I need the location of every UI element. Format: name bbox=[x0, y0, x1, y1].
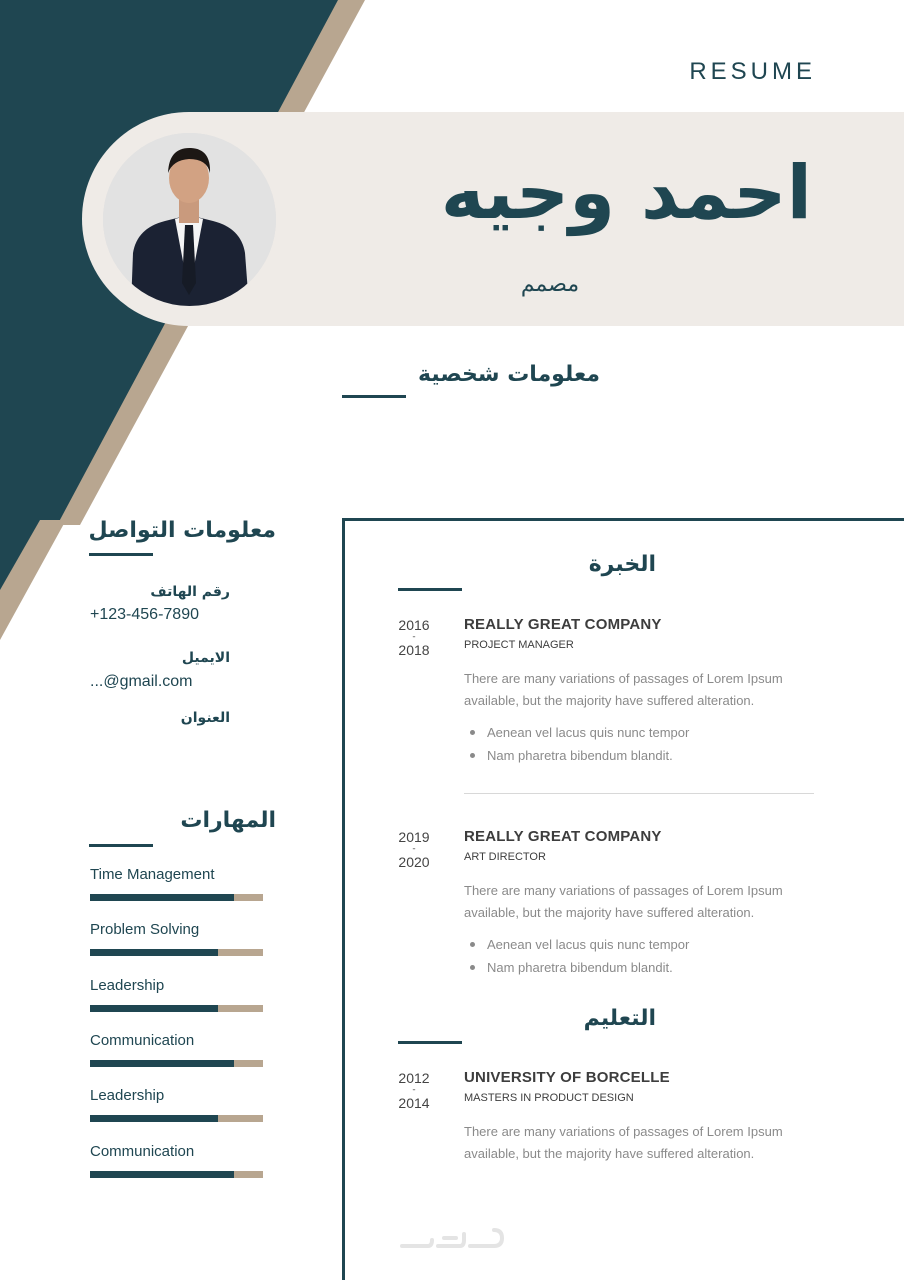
experience-1-description: There are many variations of passages of Lorem Ipsum available, but the majority have suffered alteration. bbox=[464, 671, 783, 708]
experience-2-role: ART DIRECTOR bbox=[464, 851, 546, 863]
experience-1-bullet-1: Aenean vel lacus quis nunc tempor bbox=[470, 725, 689, 740]
skill-bar-fill bbox=[90, 894, 234, 901]
education-1-school: UNIVERSITY OF BORCELLE bbox=[464, 1069, 670, 1086]
skill-label: Problem Solving bbox=[90, 921, 200, 939]
contact-underline bbox=[89, 553, 153, 556]
experience-1-end-year: 2018 bbox=[398, 642, 430, 658]
personal-info-heading: معلومات شخصية bbox=[418, 362, 600, 387]
skills-underline bbox=[89, 844, 153, 847]
skill-label: Leadership bbox=[90, 976, 165, 994]
year-separator: - bbox=[412, 632, 416, 642]
education-1-end-year: 2014 bbox=[398, 1095, 430, 1111]
skill-bar-fill bbox=[90, 1005, 218, 1012]
skill-label: Time Management bbox=[90, 866, 215, 883]
address-label: العنوان bbox=[180, 710, 230, 726]
email-label: الايميل bbox=[181, 650, 230, 666]
skill-bar-fill bbox=[90, 949, 218, 956]
experience-2-bullet-1: Aenean vel lacus quis nunc tempor bbox=[470, 937, 689, 952]
phone-value: +123-456-7890 bbox=[90, 606, 199, 623]
job-title: مصمم bbox=[520, 272, 580, 297]
experience-underline bbox=[398, 588, 462, 591]
skill-bar bbox=[90, 1060, 263, 1067]
experience-1-company: REALLY GREAT COMPANY bbox=[464, 616, 662, 633]
skill-bar-fill bbox=[90, 1060, 234, 1067]
skill-bar-fill bbox=[90, 1115, 218, 1122]
experience-1-bullet-2: Nam pharetra bibendum blandit. bbox=[470, 748, 673, 763]
experience-heading: الخبرة bbox=[588, 552, 656, 577]
skill-bar-fill bbox=[90, 1171, 234, 1178]
experience-2-start-year: 2019 bbox=[398, 829, 430, 845]
skill-label: Communication bbox=[90, 1031, 195, 1049]
experience-divider bbox=[464, 793, 814, 794]
year-separator: - bbox=[412, 844, 416, 854]
education-heading: التعليم bbox=[583, 1006, 656, 1031]
resume-label: RESUME bbox=[689, 58, 816, 85]
skill-bar bbox=[90, 949, 263, 956]
experience-1-role: PROJECT MANAGER bbox=[464, 639, 574, 651]
personal-info-underline bbox=[342, 395, 406, 398]
skill-bar bbox=[90, 1171, 263, 1178]
education-1-start-year: 2012 bbox=[398, 1070, 430, 1086]
skill-bar bbox=[90, 1005, 263, 1012]
contact-heading: معلومات التواصل bbox=[88, 518, 276, 543]
skill-bar bbox=[90, 1115, 263, 1122]
phone-label: رقم الهاتف bbox=[150, 584, 230, 600]
education-underline bbox=[398, 1041, 462, 1044]
skill-label: Communication bbox=[90, 1142, 195, 1160]
email-value: ...@gmail.com bbox=[90, 673, 193, 690]
education-1-description: There are many variations of passages of Lorem Ipsum available, but the majority have suffered alteration. bbox=[464, 1124, 783, 1161]
candidate-name: احمد وجيه bbox=[440, 150, 812, 236]
year-separator: - bbox=[412, 1085, 416, 1095]
skills-heading: المهارات bbox=[180, 808, 276, 833]
experience-2-description: There are many variations of passages of Lorem Ipsum available, but the majority have suffered alteration. bbox=[464, 883, 783, 920]
experience-2-end-year: 2020 bbox=[398, 854, 430, 870]
education-1-degree: MASTERS IN PRODUCT DESIGN bbox=[464, 1092, 634, 1104]
experience-1-start-year: 2016 bbox=[398, 617, 430, 633]
person-icon bbox=[103, 133, 276, 306]
skill-label: Leadership bbox=[90, 1087, 165, 1105]
experience-2-company: REALLY GREAT COMPANY bbox=[464, 828, 662, 845]
profile-photo bbox=[103, 133, 276, 306]
experience-2-bullet-2: Nam pharetra bibendum blandit. bbox=[470, 960, 673, 975]
skill-bar bbox=[90, 894, 263, 901]
watermark-logo bbox=[398, 1222, 508, 1256]
